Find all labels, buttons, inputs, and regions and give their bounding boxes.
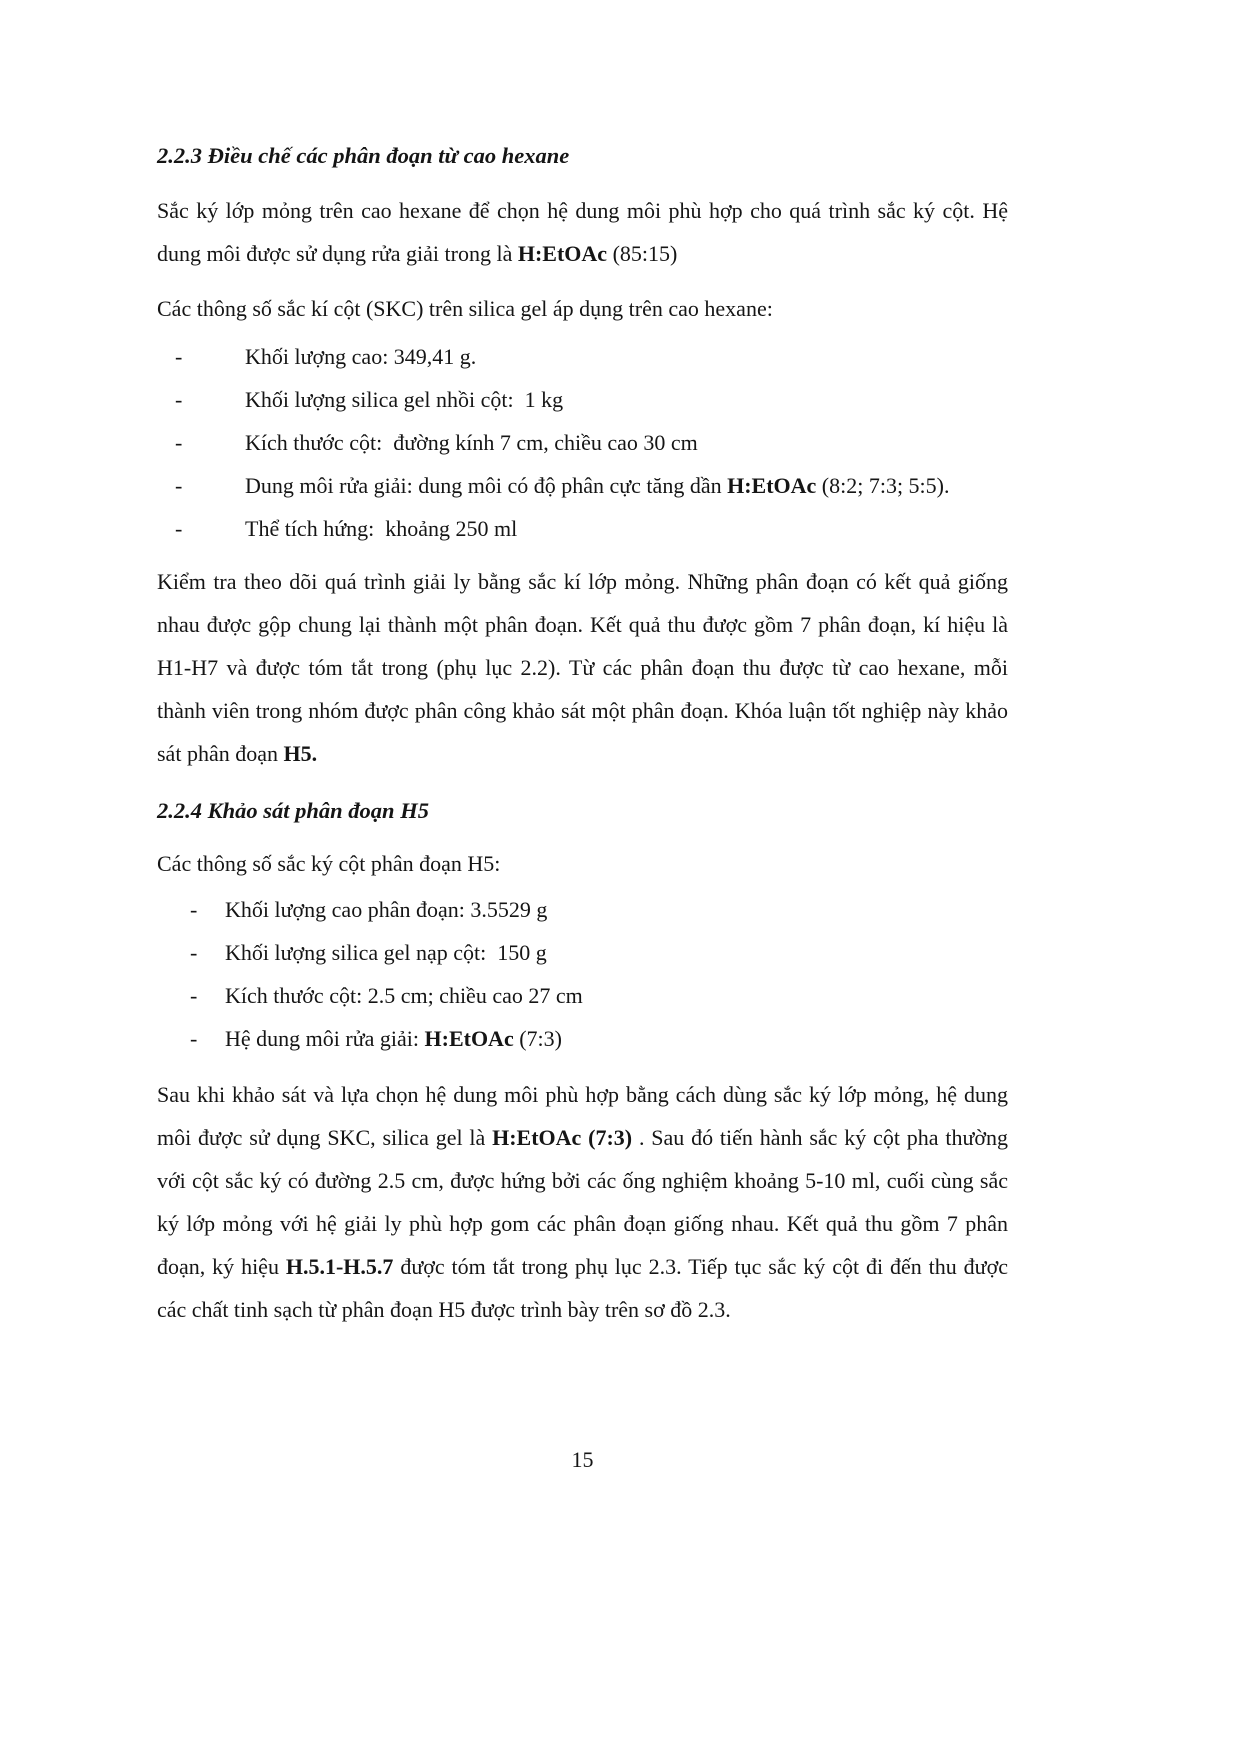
list-item-text: Kích thước cột: đường kính 7 cm, chiều cao 30 cm xyxy=(245,430,698,455)
dash-marker: - xyxy=(175,387,183,412)
text-segment: Hệ dung môi rửa giải: xyxy=(225,1026,425,1051)
text-segment: (85:15) xyxy=(607,241,678,266)
dash-marker: - xyxy=(175,516,183,541)
list-item-kich-thuoc-cot xyxy=(157,421,1008,464)
dash-marker: - xyxy=(175,430,183,455)
section-heading-2-2-4: 2.2.4 Khảo sát phân đoạn H5 xyxy=(157,798,429,823)
para-h5-column-chromatography xyxy=(157,1073,1008,1331)
page-number: 15 xyxy=(571,1447,594,1472)
skc-hexane-param-list xyxy=(157,335,1008,550)
dash-marker: - xyxy=(190,983,198,1008)
bold-term-subfractions: H.5.1-H.5.7 xyxy=(285,1254,394,1279)
list-item-khoi-luong-phan-doan xyxy=(157,888,1008,931)
dash-marker: - xyxy=(175,473,183,498)
bold-term-solvent-system: H:EtOAc xyxy=(424,1026,514,1051)
list-item-text: Khối lượng silica gel nạp cột: 150 g xyxy=(225,940,547,965)
bold-term-solvent-system: H:EtOAc xyxy=(727,473,817,498)
list-item-text: Khối lượng cao phân đoạn: 3.5529 g xyxy=(225,897,548,922)
para-skc-params-intro: Các thông số sắc kí cột (SKC) trên silica gel áp dụng trên cao hexane: xyxy=(157,296,773,321)
text-segment: (8:2; 7:3; 5:5). xyxy=(816,473,950,498)
dash-marker: - xyxy=(175,344,183,369)
bold-term-solvent-system: H:EtOAc xyxy=(517,241,608,266)
text-segment: Sau khi khảo sát và lựa chọn hệ dung môi phù hợp bằng cách dùng sắc ký lớp mỏng, hệ dung môi được sử dụng SKC, silica gel là xyxy=(157,1082,1008,1150)
list-item-the-tich-hung xyxy=(157,507,1008,550)
dash-marker: - xyxy=(190,1026,198,1051)
text-segment: được tóm tắt trong phụ lục 2.3. Tiếp tục sắc ký cột đi đến thu được các chất tinh sạch từ phân đoạn H5 được trình bày trên sơ đồ 2.3. xyxy=(157,1254,1008,1322)
list-item-text: Thể tích hứng: khoảng 250 ml xyxy=(245,516,518,541)
text-segment: Sắc ký lớp mỏng trên cao hexane để chọn hệ dung môi phù hợp cho quá trình sắc ký cột. Hệ dung môi được sử dụng rửa giải trong là xyxy=(157,198,1008,266)
text-segment: . Sau đó tiến hành sắc ký cột pha thường với cột sắc ký có đường 2.5 cm, được hứng bởi các ống nghiệm khoảng 5-10 ml, cuối cùng sắc ký lớp mỏng với hệ giải ly phù hợp gom các phân đoạn giống nhau. Kết quả thu gồm 7 phân đoạn, ký hiệu xyxy=(157,1125,1009,1279)
list-item-dung-moi-rua-giai xyxy=(157,464,1008,507)
list-item-text: Kích thước cột: 2.5 cm; chiều cao 27 cm xyxy=(225,983,583,1008)
list-item-text: Khối lượng cao: 349,41 g. xyxy=(245,344,477,369)
list-item-kich-thuoc-cot-h5 xyxy=(157,974,1008,1017)
list-item-text xyxy=(245,464,1008,507)
text-segment: (7:3) xyxy=(513,1026,562,1051)
list-item-silica-gel-nhoi-cot xyxy=(157,378,1008,421)
text-segment: Dung môi rửa giải: dung môi có độ phân cực tăng dần xyxy=(245,473,728,498)
list-item-he-dung-moi xyxy=(157,1017,1008,1060)
para-fractions-result xyxy=(157,560,1008,775)
para-tlc-hexane xyxy=(157,189,1008,275)
bold-term-solvent-system: H:EtOAc (7:3) xyxy=(492,1125,633,1150)
para-h5-params-intro: Các thông số sắc ký cột phân đoạn H5: xyxy=(157,851,501,876)
dash-marker: - xyxy=(190,940,198,965)
section-heading-2-2-3: 2.2.3 Điều chế các phân đoạn từ cao hexane xyxy=(157,143,570,168)
h5-param-list xyxy=(157,888,1008,1060)
dash-marker: - xyxy=(190,897,198,922)
list-item-silica-gel-nap-cot xyxy=(157,931,1008,974)
list-item-text: Khối lượng silica gel nhồi cột: 1 kg xyxy=(245,387,564,412)
bold-term-fraction-h5: H5. xyxy=(283,741,318,766)
list-item-text xyxy=(225,1017,1008,1060)
list-item-khoi-luong-cao xyxy=(157,335,1008,378)
text-segment: Kiểm tra theo dõi quá trình giải ly bằng sắc kí lớp mỏng. Những phân đoạn có kết quả giống nhau được gộp chung lại thành một phân đoạn. Kết quả thu được gồm 7 phân đoạn, kí hiệu là H1-H7 và được tóm tắt trong (phụ lục 2.2). Từ các phân đoạn thu được từ cao hexane, mỗi thành viên trong nhóm được phân công khảo sát một phân đoạn. Khóa luận tốt nghiệp này khảo sát phân đoạn xyxy=(157,569,1008,766)
